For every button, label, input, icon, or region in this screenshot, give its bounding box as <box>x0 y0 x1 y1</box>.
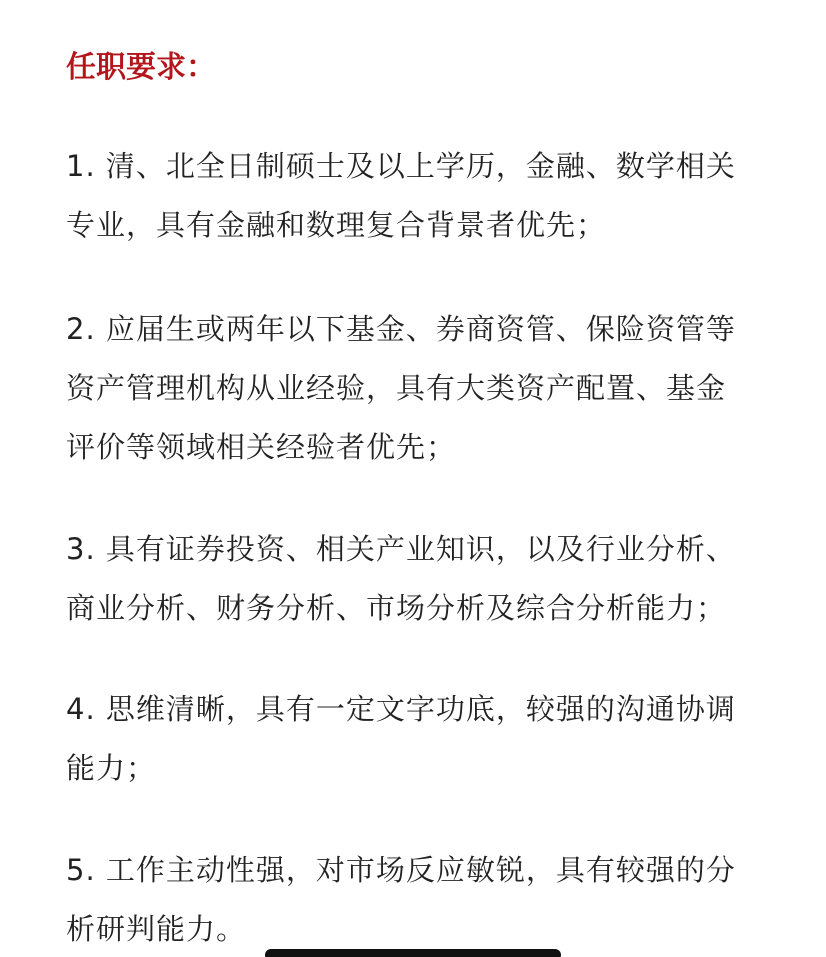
home-indicator-bar[interactable] <box>265 949 561 957</box>
requirement-line: 1. 清、北全日制硕士及以上学历，金融、数学相关 <box>66 149 736 183</box>
requirement-line: 4. 思维清晰，具有一定文字功底，较强的沟通协调 <box>66 692 736 726</box>
requirement-item-1 <box>66 137 776 255</box>
requirement-item-4 <box>66 680 776 798</box>
requirement-item-3 <box>66 520 776 638</box>
requirement-item-2 <box>66 300 776 477</box>
section-heading: 任职要求： <box>66 50 216 85</box>
requirement-item-5 <box>66 841 776 957</box>
requirement-line: 析研判能力。 <box>66 912 247 946</box>
requirement-line: 商业分析、财务分析、市场分析及综合分析能力； <box>66 591 727 625</box>
requirement-line: 能力； <box>66 751 157 785</box>
requirement-line: 评价等领域相关经验者优先； <box>66 430 457 464</box>
requirement-line: 专业，具有金融和数理复合背景者优先； <box>66 208 607 242</box>
requirement-line: 2. 应届生或两年以下基金、券商资管、保险资管等 <box>66 312 736 346</box>
requirement-line: 5. 工作主动性强，对市场反应敏锐，具有较强的分 <box>66 853 736 887</box>
requirement-line: 资产管理机构从业经验，具有大类资产配置、基金 <box>66 371 727 405</box>
requirement-line: 3. 具有证券投资、相关产业知识，以及行业分析、 <box>66 532 736 566</box>
